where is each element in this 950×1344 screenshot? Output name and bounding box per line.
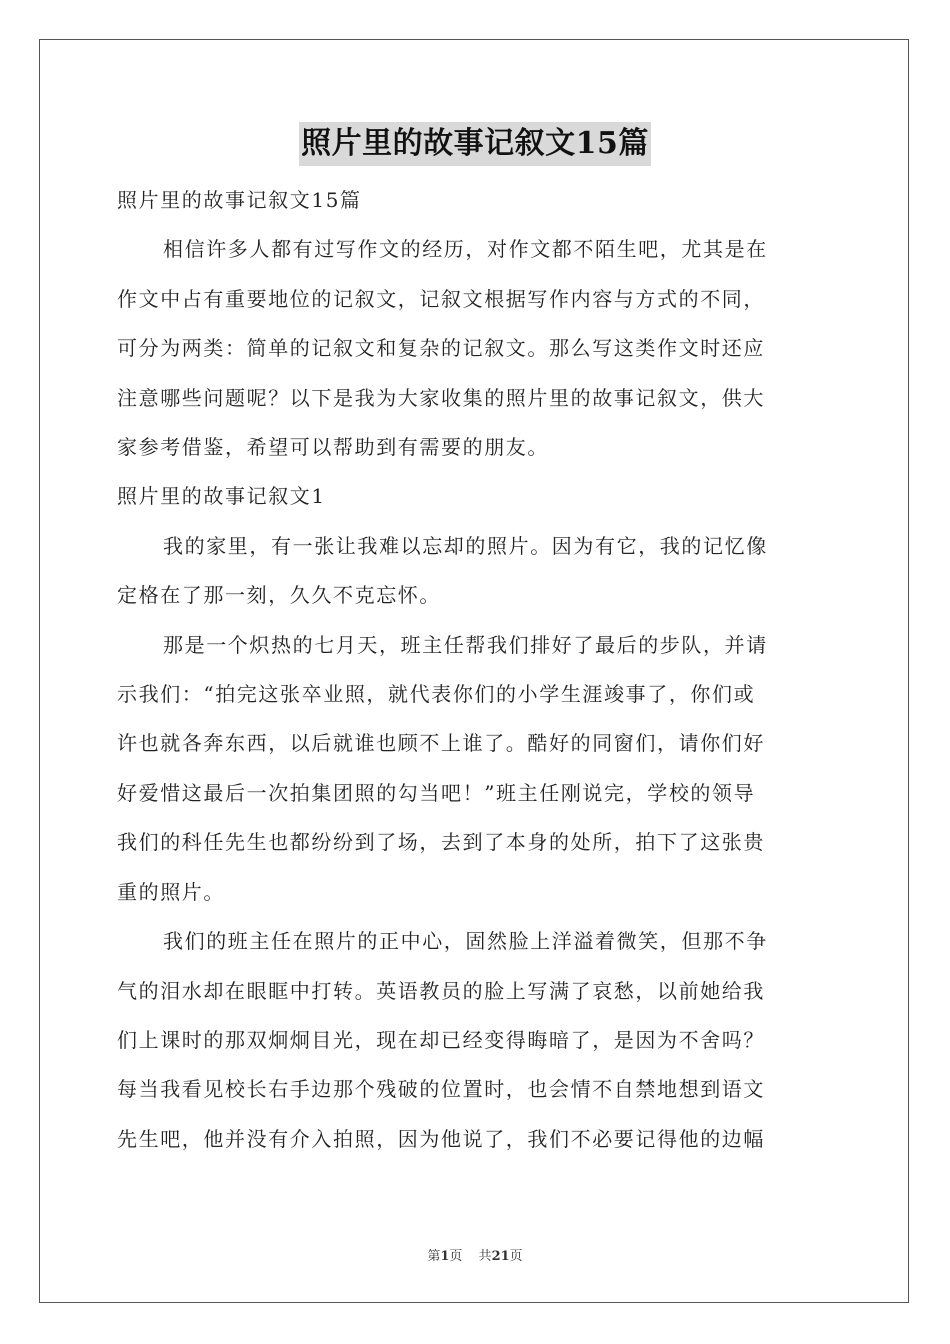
text-line: 家参考借鉴，希望可以帮助到有需要的朋友。 [117, 435, 549, 460]
text-line: 许也就各奔东西，以后就谁也顾不上谁了。酷好的同窗们，请你们好 [117, 731, 765, 756]
text-line: 每当我看见校长右手边那个残破的位置时，也会情不自禁地想到语文 [117, 1077, 765, 1102]
text-line: 照片里的故事记叙文1 [117, 484, 326, 509]
text-line: 可分为两类：简单的记叙文和复杂的记叙文。那么写这类作文时还应 [117, 336, 765, 361]
page-number: 第1页 [427, 1249, 463, 1264]
text-line: 气的泪水却在眼眶中打转。英语教员的脸上写满了哀愁，以前她给我 [117, 978, 765, 1003]
text-line: 先生吧，他并没有介入拍照，因为他说了，我们不必要记得他的边幅 [117, 1126, 765, 1151]
text-line: 我们的科任先生也都纷纷到了场，去到了本身的处所，拍下了这张贵 [117, 830, 765, 855]
text-line: 相信许多人都有过写作文的经历，对作文都不陌生吧，尤其是在 [163, 237, 768, 262]
text-line: 好爱惜这最后一次拍集团照的勾当吧！”班主任刚说完，学校的领导 [117, 780, 756, 805]
text-line: 示我们：“拍完这张卒业照，就代表你们的小学生涯竣事了，你们或 [117, 682, 756, 707]
page-total: 共21页 [478, 1249, 523, 1264]
text-line: 定格在了那一刻，久久不克忘怀。 [117, 583, 441, 608]
page-footer [0, 1245, 950, 1264]
document-title: 照片里的故事记叙文15篇 [299, 122, 651, 166]
text-line: 我们的班主任在照片的正中心，固然脸上洋溢着微笑，但那不争 [163, 929, 768, 954]
text-line: 重的照片。 [117, 879, 225, 904]
document-subtitle: 照片里的故事记叙文15篇 [117, 188, 362, 212]
title-container [0, 122, 950, 166]
text-line: 注意哪些问题呢？以下是我为大家收集的照片里的故事记叙文，供大 [117, 385, 765, 410]
text-line: 作文中占有重要地位的记叙文，记叙文根据写作内容与方式的不同， [117, 286, 765, 311]
text-line: 那是一个炽热的七月天，班主任帮我们排好了最后的步队，并请 [163, 632, 768, 657]
text-line: 我的家里，有一张让我难以忘却的照片。因为有它，我的记忆像 [163, 533, 768, 558]
text-line: 们上课时的那双炯炯目光，现在却已经变得晦暗了，是因为不舍吗？ [117, 1027, 765, 1052]
document-body [117, 176, 833, 1164]
